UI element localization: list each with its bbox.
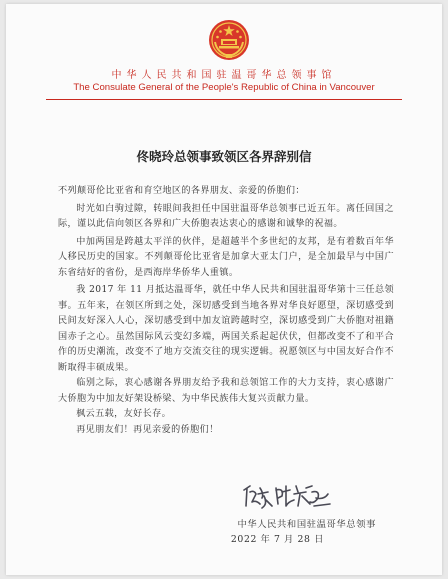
consulate-chinese-name: 中华人民共和国驻温哥华总领事馆 [111,70,337,81]
handwritten-signature [240,480,332,512]
paragraph-3: 我 2017 年 11 月抵达温哥华，就任中华人民共和国驻温哥华第十三任总领事。五年来，在领区所到之处，深切感受到当地各界对华良好愿望，深切感受到民间友好深入人心，深切感受到中加友谊跨越时空，深切感受到广大侨胞对祖籍国赤子之心。虽然国际风云变幻多端，两国关系起起伏伏，但都改变不了和平合作的历史潮流，改变不了地方交流交往的现实逻辑。祝愿领区与中国友好合作不断取得丰硕成果。 [58,285,394,373]
letter-date: 2022 年 7 月 28 日 [230,534,324,545]
consulate-english-name: The Consulate General of the People's Republic of China in Vancouver [73,82,375,93]
letter-page [6,4,442,575]
paragraph-6: 再见朋友们！再见亲爱的侨胞们！ [76,424,219,435]
letter-body [58,184,394,438]
paragraph-5: 枫云五载，友好长存。 [76,409,172,419]
national-emblem-icon [207,18,251,62]
paragraph-2: 中加两国是跨越太平洋的伙伴，是超越半个多世纪的友邦，是有着数百年华人移民历史的国家。不列颠哥伦比亚省是加拿大亚太门户，是全加最早与中国广东省结好的省份，是西海岸华侨华人重镇。 [58,236,394,278]
signature-organization: 中华人民共和国驻温哥华总领事 [237,519,376,530]
paragraph-1: 时光如白驹过隙，转眼间我担任中国驻温哥华总领事已近五年。离任回国之际，谨以此信向领区各界和广大侨胞表达衷心的感谢和诚挚的祝福。 [58,203,394,229]
paragraph-4: 临别之际，衷心感谢各界朋友给予我和总领馆工作的大力支持，衷心感谢广大侨胞为中加友好架设桥梁、为中华民族伟大复兴贡献力量。 [58,378,394,404]
letterhead-divider [46,99,402,100]
letter-title: 佟晓玲总领事致领区各界辞别信 [136,149,312,164]
salutation: 不列颠哥伦比亚省和育空地区的各界朋友、亲爱的侨胞们： [58,186,305,196]
